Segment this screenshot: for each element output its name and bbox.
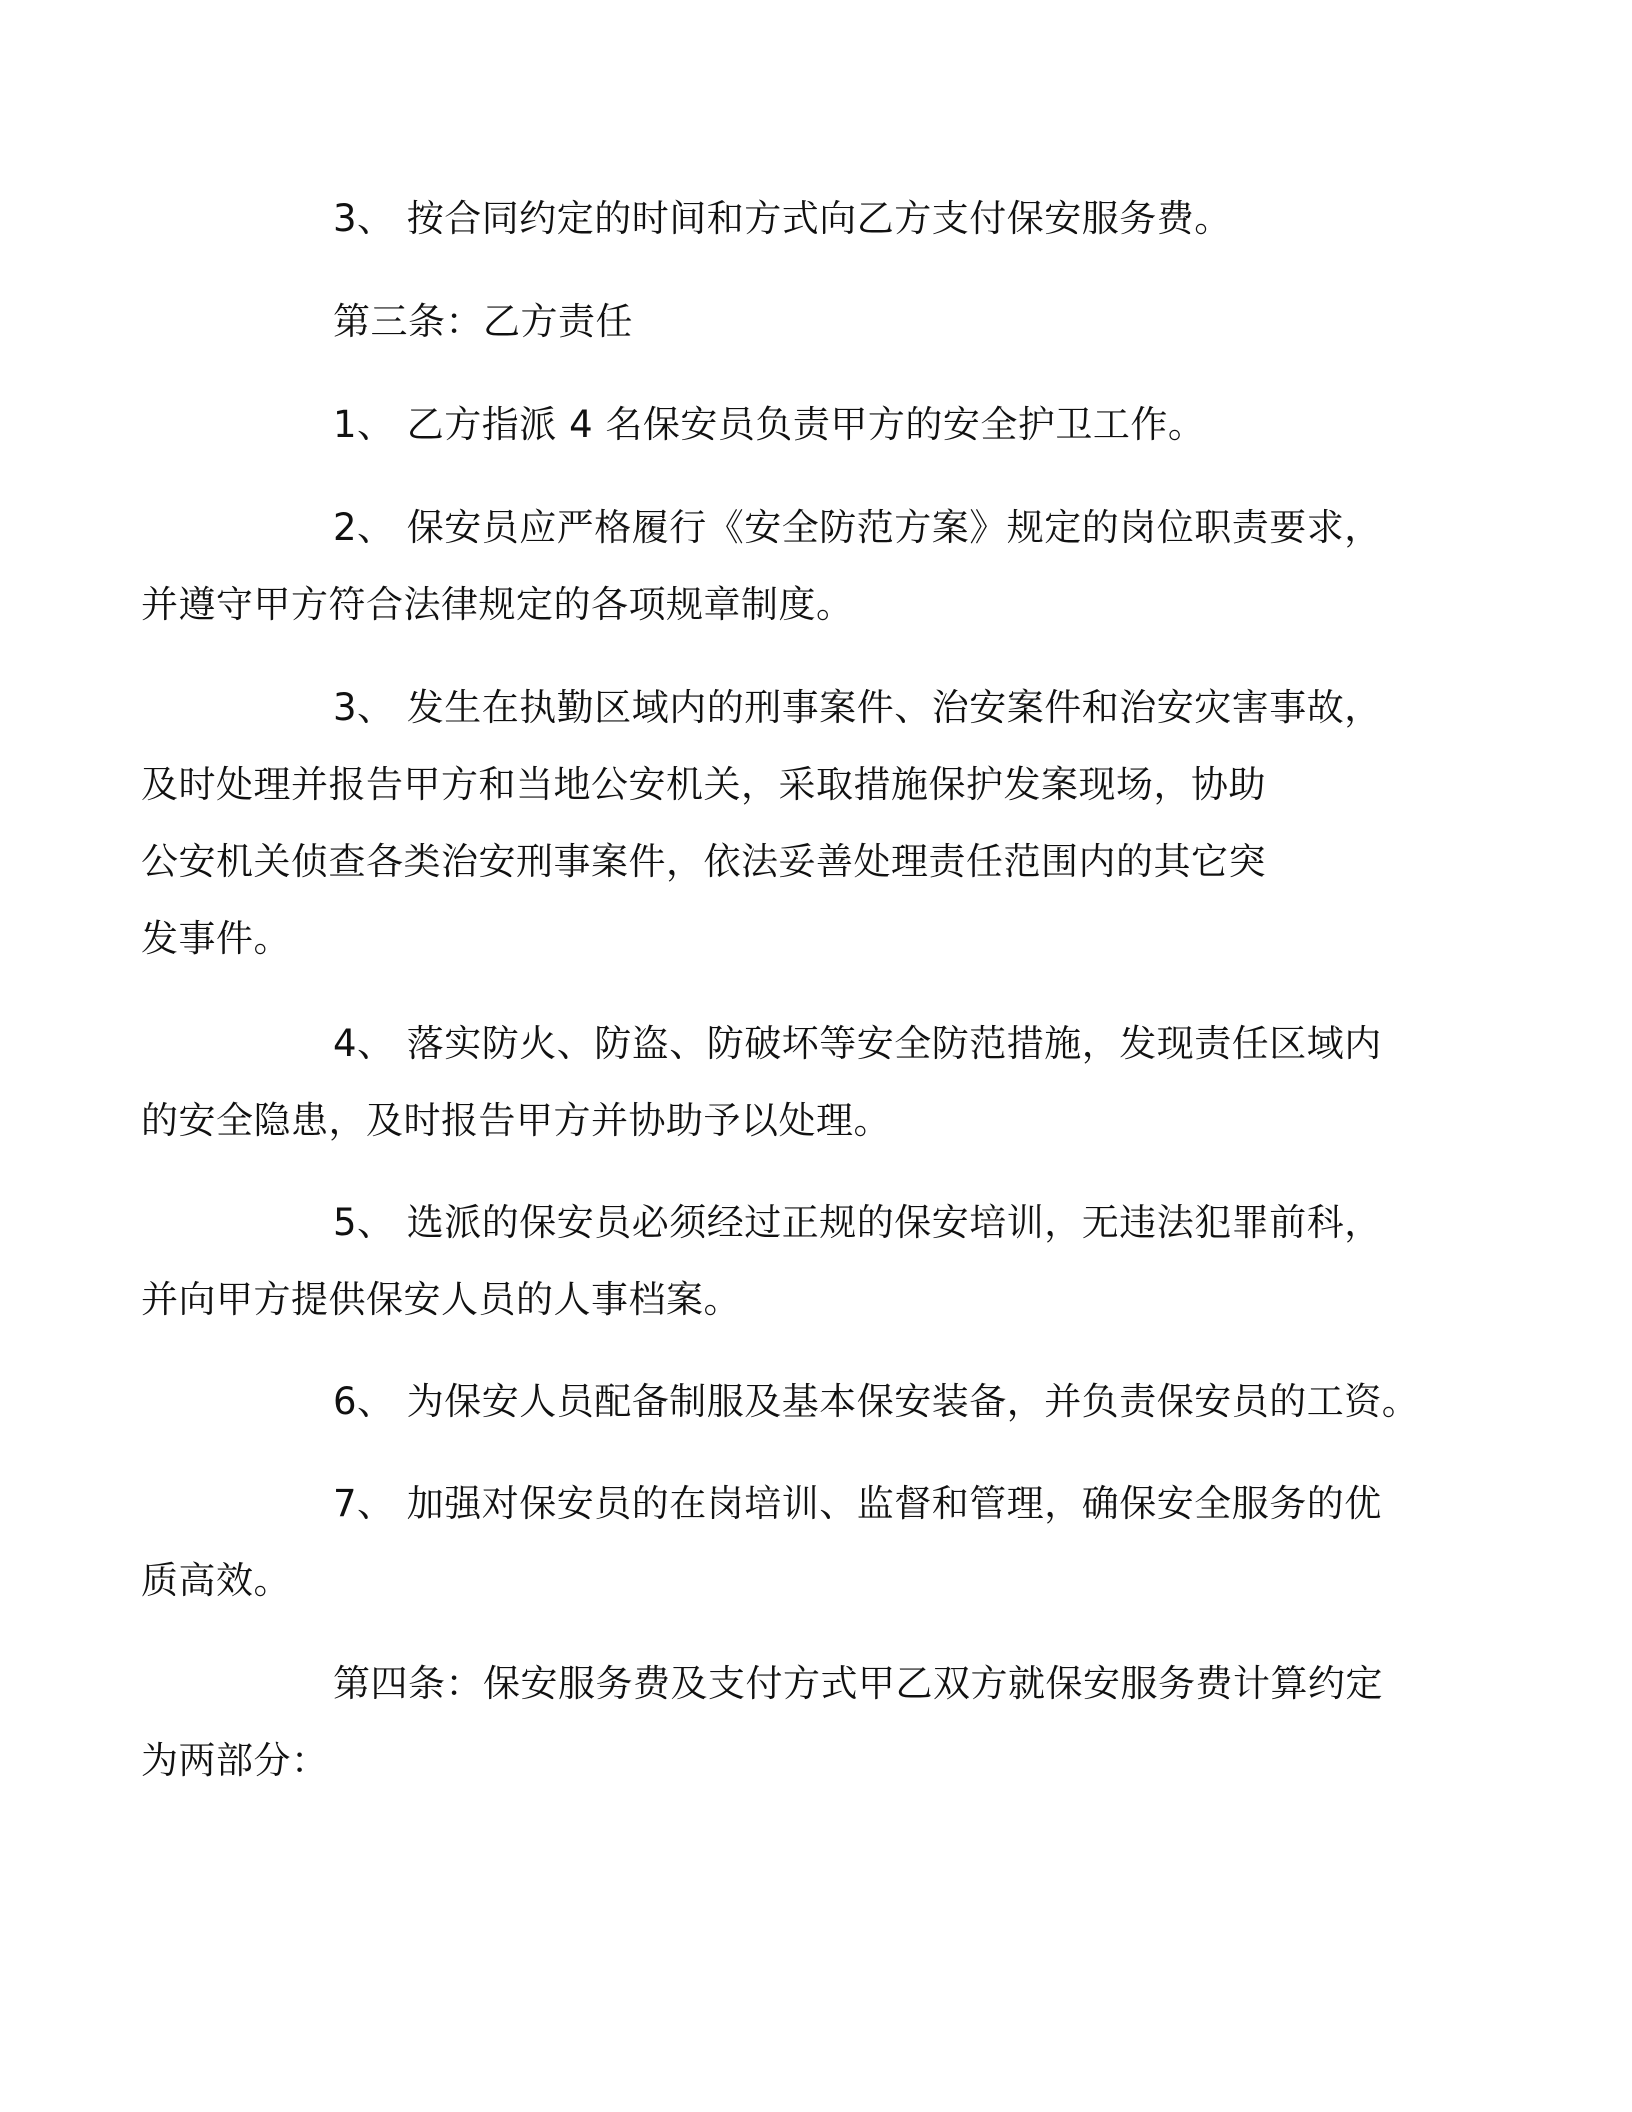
paragraph-line: 3、 按合同约定的时间和方式向乙方支付保安服务费。 <box>333 197 1232 240</box>
paragraph-party-b-duty-1 <box>237 386 1377 463</box>
section-heading-article-4 <box>141 1645 1383 1799</box>
paragraph-party-a-duty-3 <box>237 180 1377 257</box>
paragraph-line: 并向甲方提供保安人员的人事档案。 <box>141 1278 741 1321</box>
paragraph-line: 1、 乙方指派 4 名保安员负责甲方的安全护卫工作。 <box>333 403 1206 446</box>
paragraph-party-b-duty-2 <box>141 489 1382 643</box>
paragraph-line: 2、 保安员应严格履行《安全防范方案》规定的岗位职责要求， <box>333 506 1382 549</box>
paragraph-line: 公安机关侦查各类治安刑事案件，依法妥善处理责任范围内的其它突 <box>141 840 1266 883</box>
paragraph-line: 5、 选派的保安员必须经过正规的保安培训，无违法犯罪前科， <box>333 1201 1382 1244</box>
paragraph-party-b-duty-4 <box>141 1005 1382 1159</box>
paragraph-party-b-duty-7 <box>141 1465 1382 1619</box>
paragraph-line: 3、 发生在执勤区域内的刑事案件、治安案件和治安灾害事故， <box>333 686 1382 729</box>
paragraph-line: 质高效。 <box>141 1559 291 1602</box>
paragraph-line: 的安全隐患，及时报告甲方并协助予以处理。 <box>141 1099 891 1142</box>
paragraph-line: 7、 加强对保安员的在岗培训、监督和管理，确保安全服务的优 <box>333 1482 1382 1525</box>
paragraph-line: 6、 为保安人员配备制服及基本保安装备，并负责保安员的工资。 <box>333 1380 1420 1423</box>
paragraph-line: 第三条：乙方责任 <box>333 300 633 343</box>
paragraph-line: 第四条：保安服务费及支付方式甲乙双方就保安服务费计算约定 <box>333 1662 1383 1705</box>
paragraph-party-b-duty-5 <box>141 1184 1382 1338</box>
paragraph-party-b-duty-6 <box>237 1363 1420 1440</box>
paragraph-line: 发事件。 <box>141 917 291 960</box>
paragraph-line: 为两部分： <box>141 1739 329 1782</box>
paragraph-party-b-duty-3 <box>141 669 1382 977</box>
paragraph-line: 并遵守甲方符合法律规定的各项规章制度。 <box>141 583 854 626</box>
section-heading-article-3 <box>237 283 1377 360</box>
paragraph-line: 及时处理并报告甲方和当地公安机关，采取措施保护发案现场，协助 <box>141 763 1266 806</box>
paragraph-line: 4、 落实防火、防盗、防破坏等安全防范措施，发现责任区域内 <box>333 1022 1382 1065</box>
